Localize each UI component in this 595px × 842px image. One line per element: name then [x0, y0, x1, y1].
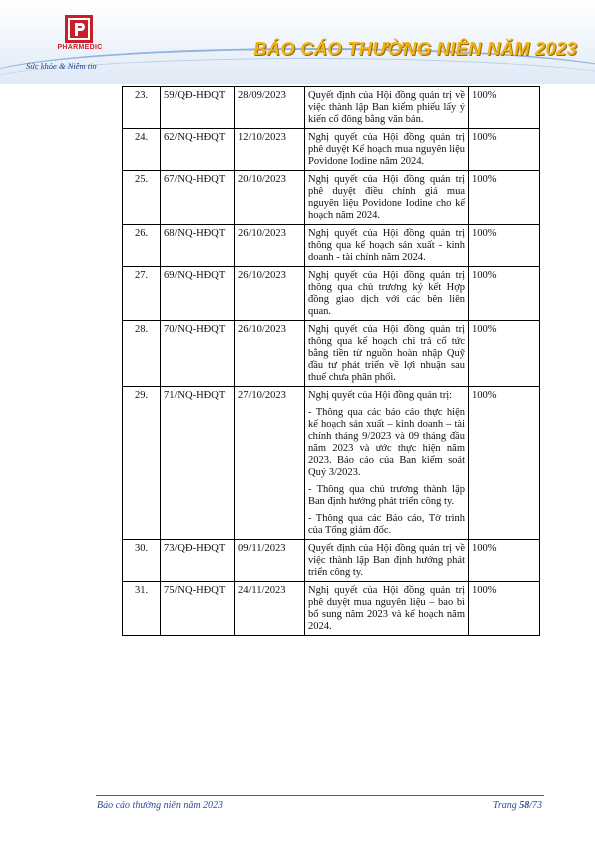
resolution-date: 27/10/2023 — [235, 387, 305, 540]
resolution-content — [305, 540, 469, 582]
table-row — [123, 540, 540, 582]
resolution-date: 24/11/2023 — [235, 582, 305, 636]
table-row — [123, 267, 540, 321]
resolution-date: 26/10/2023 — [235, 267, 305, 321]
row-index: 31. — [123, 582, 161, 636]
resolution-content — [305, 87, 469, 129]
footer-report-name: Báo cáo thường niên năm 2023 — [97, 800, 224, 811]
resolution-content — [305, 171, 469, 225]
page-label: Trang — [492, 800, 520, 811]
content-bullet: - Thông qua các Báo cáo, Tờ trình của Tổng giám đốc. — [308, 513, 465, 536]
resolution-number: 62/NQ-HĐQT — [161, 129, 235, 171]
table-row — [123, 171, 540, 225]
resolution-number: 68/NQ-HĐQT — [161, 225, 235, 267]
row-index: 30. — [123, 540, 161, 582]
report-title: BÁO CÁO THƯỜNG NIÊN NĂM 2023 — [253, 38, 577, 59]
row-index: 28. — [123, 321, 161, 387]
table-row — [123, 87, 540, 129]
content-text: Nghị quyết của Hội đồng quản trị thông qua kế hoạch chi trả cổ tức bằng tiền từ nguồn hoàn nhập Quỹ đầu tư phát triển về lợi nhuận sau thuế chưa phân phối. — [308, 324, 465, 383]
row-index: 26. — [123, 225, 161, 267]
row-index: 23. — [123, 87, 161, 129]
page-current: 58 — [519, 800, 530, 811]
resolution-content — [305, 267, 469, 321]
resolution-number: 71/NQ-HĐQT — [161, 387, 235, 540]
row-index: 25. — [123, 171, 161, 225]
resolution-content — [305, 387, 469, 540]
brand-name: PHARMEDIC — [57, 44, 103, 51]
page-total: /73 — [529, 800, 542, 811]
brand-slogan: Sức khỏe & Niềm tin — [26, 61, 97, 71]
page-header — [0, 0, 595, 84]
footer-divider — [96, 795, 544, 796]
resolution-date: 26/10/2023 — [235, 225, 305, 267]
resolution-date: 26/10/2023 — [235, 321, 305, 387]
approval-rate: 100% — [469, 87, 540, 129]
approval-rate: 100% — [469, 225, 540, 267]
approval-rate: 100% — [469, 582, 540, 636]
table-row — [123, 321, 540, 387]
resolution-date: 09/11/2023 — [235, 540, 305, 582]
content-text: Nghị quyết của Hội đồng quản trị phê duyệt mua nguyên liệu – bao bì bổ sung năm 2023 và kế hoạch năm 2024. — [308, 585, 465, 632]
resolution-number: 59/QĐ-HĐQT — [161, 87, 235, 129]
table-row — [123, 225, 540, 267]
content-text: Nghị quyết của Hội đồng quản trị thông qua chủ trương ký kết Hợp đồng giao dịch với các bên liên quan. — [308, 270, 465, 317]
resolution-date: 20/10/2023 — [235, 171, 305, 225]
resolution-number: 67/NQ-HĐQT — [161, 171, 235, 225]
table-row — [123, 582, 540, 636]
resolution-content — [305, 129, 469, 171]
content-text: Quyết định của Hội đồng quản trị về việc thành lập Ban kiểm phiếu lấy ý kiến cổ đông bằng văn bản. — [308, 90, 465, 125]
resolution-number: 70/NQ-HĐQT — [161, 321, 235, 387]
approval-rate: 100% — [469, 267, 540, 321]
page-number — [493, 800, 542, 811]
resolution-content — [305, 225, 469, 267]
approval-rate: 100% — [469, 387, 540, 540]
row-index: 29. — [123, 387, 161, 540]
content-text: Nghị quyết của Hội đồng quản trị phê duyệt điều chỉnh giá mua nguyên liệu Povidone Iodine cho kế hoạch năm 2024. — [308, 174, 465, 221]
content-bullet: - Thông qua chủ trương thành lập Ban định hướng phát triển công ty. — [308, 484, 465, 507]
approval-rate: 100% — [469, 540, 540, 582]
table-row — [123, 387, 540, 540]
content-text: Nghị quyết của Hội đồng quản trị: — [308, 390, 453, 401]
approval-rate: 100% — [469, 171, 540, 225]
content-text: Nghị quyết của Hội đồng quản trị phê duyệt Kế hoạch mua nguyên liệu Povidone Iodine năm 2024. — [308, 132, 465, 167]
approval-rate: 100% — [469, 129, 540, 171]
resolutions-table — [122, 86, 540, 636]
resolution-number: 73/QĐ-HĐQT — [161, 540, 235, 582]
row-index: 27. — [123, 267, 161, 321]
table-row — [123, 129, 540, 171]
resolution-number: 75/NQ-HĐQT — [161, 582, 235, 636]
pharmedic-logo-icon — [64, 14, 94, 44]
content-bullet: - Thông qua các báo cáo thực hiện kế hoạch sản xuất – kinh doanh – tài chính tháng 9/2023 và 09 tháng đầu năm 2023 và ước thực hiện năm 2023. Báo cáo của Ban kiểm soát Quý 3/2023. — [308, 407, 465, 478]
resolution-content — [305, 321, 469, 387]
resolution-date: 28/09/2023 — [235, 87, 305, 129]
resolution-number: 69/NQ-HĐQT — [161, 267, 235, 321]
resolution-content — [305, 582, 469, 636]
content-text: Nghị quyết của Hội đồng quản trị thông qua kế hoạch sản xuất - kinh doanh - tài chính năm 2024. — [308, 228, 465, 263]
row-index: 24. — [123, 129, 161, 171]
approval-rate: 100% — [469, 321, 540, 387]
content-text: Quyết định của Hội đồng quản trị về việc thành lập Ban định hướng phát triển công ty. — [308, 543, 465, 578]
resolution-date: 12/10/2023 — [235, 129, 305, 171]
